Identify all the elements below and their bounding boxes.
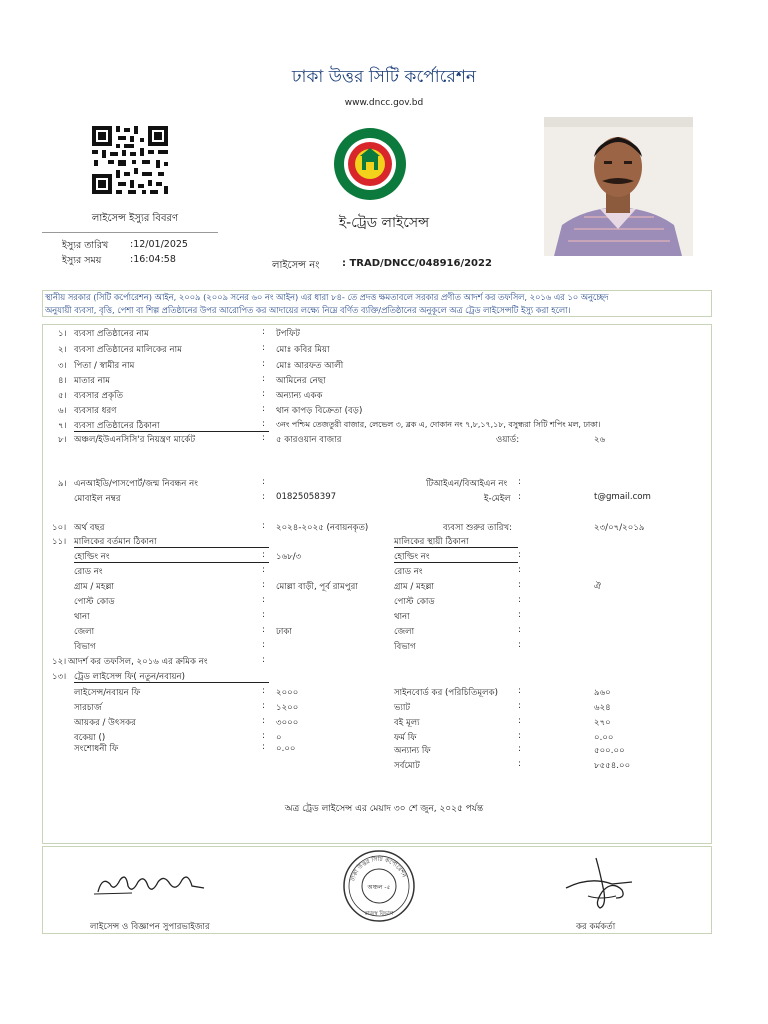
issue-details-heading: লাইসেন্স ইস্যুর বিবরণ	[91, 213, 179, 224]
district-label: জেলা	[394, 627, 415, 637]
license-title: ই-ট্রেড লাইসেন্স	[338, 215, 430, 231]
row-number: ১৩।	[52, 672, 67, 682]
validity-statement: অত্র ট্রেড লাইসেন্স এর মেয়াদ ৩০ শে জুন, ২০২৫ পর্যন্ত	[284, 804, 484, 814]
legal-notice-line-1: স্থানীয় সরকার (সিটি কর্পোরেশন) আইন, ২০০৯ (২০০৯ সনের ৬০ নং আইন) এর ধারা ৮৪- তে প্রদত্ত ক্ষমতাবলে সরকার প্রণীত আদর্শ কর তফসিল, ২০১৬ এর ১০ অনুচ্ছেদ	[45, 292, 609, 302]
fiscal-year-value: ২০২৪-২০২৫ (নবায়নকৃত)	[276, 523, 369, 533]
row-number: ৫।	[58, 391, 67, 401]
business-name-label: ব্যবসা প্রতিষ্ঠানের নাম	[74, 329, 149, 339]
signboard-tax-value: ৯৬০	[594, 688, 611, 698]
colon: :	[262, 655, 265, 665]
division-label: বিভাগ	[74, 642, 96, 652]
tax-officer-title: কর কর্মকর্তা	[576, 922, 616, 932]
colon: :	[262, 716, 265, 726]
holding-label: হোল্ডিং নং	[74, 552, 110, 562]
row-number: ১১।	[52, 537, 67, 547]
business-name-value: টপফিট	[276, 329, 300, 339]
colon: :	[262, 701, 265, 711]
total-value: ৮৫৫৪.০০	[594, 761, 631, 771]
official-seal-icon	[340, 848, 418, 924]
road-label: রোড নং	[74, 567, 103, 577]
row-number: ৮।	[58, 435, 67, 445]
holding-label: হোল্ডিং নং	[394, 552, 430, 562]
tax-officer-signature-icon	[560, 852, 640, 912]
issue-time-label: ইস্যুর সময়	[62, 255, 102, 266]
fiscal-year-label: অর্থ বছর	[74, 523, 105, 533]
surcharge-label: সারচার্জ	[74, 703, 102, 713]
colon: :	[518, 759, 521, 769]
village-value: মোল্লা বাড়ী, পূর্ব রামপুরা	[276, 582, 358, 592]
dncc-logo-icon	[332, 126, 408, 202]
road-label: রোড নং	[394, 567, 423, 577]
village-label: গ্রাম / মহল্লা	[74, 582, 114, 592]
email-value: t@gmail.com	[594, 492, 651, 502]
colon: :	[262, 389, 265, 399]
thana-label: থানা	[394, 612, 410, 622]
colon: :	[262, 580, 265, 590]
nid-label: এনআইডি/পাসপোর্ট/জন্ম নিবন্ধন নং	[74, 479, 198, 489]
current-address-heading: মালিকের বর্তমান ঠিকানা	[74, 537, 157, 547]
tax-schedule-label: আদর্শ কর তফসিল, ২০১৬ এর ক্রমিক নং	[68, 657, 208, 667]
business-type-value: থান কাপড় বিক্রেতা (বড়)	[276, 406, 363, 416]
email-label: ই-মেইল	[484, 494, 511, 504]
business-nature-value: অন্যান্য একক	[276, 391, 323, 401]
total-label: সর্বমোট	[394, 761, 420, 771]
book-price-label: বই মূল্য	[394, 718, 420, 728]
mobile-label: মোবাইল নম্বর	[74, 494, 121, 504]
seal-zone-text: অঞ্চল -৫	[367, 884, 391, 891]
legal-notice	[42, 290, 712, 317]
row-number: ২।	[58, 345, 67, 355]
row-number: ৩।	[58, 361, 67, 371]
book-price-value: ২৭০	[594, 718, 611, 728]
colon: :	[518, 492, 521, 502]
colon: :	[262, 610, 265, 620]
colon: :	[262, 742, 265, 752]
license-fee-label: লাইসেন্স/নবায়ন ফি	[74, 688, 141, 698]
division-label: বিভাগ	[394, 642, 416, 652]
signboard-tax-label: সাইনবোর্ড কর (পরিচিতিমূলক)	[394, 688, 498, 698]
legal-notice-line-2: অনুযায়ী ব্যবসা, বৃত্তি, পেশা বা শিল্প প্রতিষ্ঠানের উপর আরোপিত কর আদায়ের লক্ষ্যে নিম্নে বর্ণিত ব্যক্তি/প্রতিষ্ঠানের অনুকূলে অত্র ট্রেড লাইসেন্সটি ইস্যু করা হলো।	[45, 305, 571, 315]
colon: :	[518, 550, 521, 560]
start-date-value: ২৩/০৭/২০১৯	[594, 523, 645, 533]
issue-date-label: ইস্যুর তারিখ	[62, 240, 109, 251]
qr-code-icon	[90, 124, 170, 196]
row-number: ১২।	[52, 657, 67, 667]
owner-photo	[544, 117, 693, 256]
colon: :	[518, 580, 521, 590]
row-number: ৬।	[58, 406, 67, 416]
postcode-label: পোস্ট কোড	[394, 597, 435, 607]
postcode-label: পোস্ট কোড	[74, 597, 115, 607]
row-number: ৪।	[58, 376, 67, 386]
mother-name-value: আমিনের নেছা	[276, 376, 326, 386]
underline	[74, 682, 269, 683]
colon: :	[262, 550, 265, 560]
business-address-value: ৩নং পশ্চিম তেজতুরী বাজার, লেভেল ৩, ব্লক এ, দোকান নং ৭,৮,১৭,১৮, বসুন্ধরা সিটি শপিং মল, ঢাকা।	[276, 420, 601, 429]
colon: :	[262, 419, 265, 429]
ward-label: ওয়ার্ড:	[496, 435, 520, 445]
colon: :	[262, 343, 265, 353]
colon: :	[262, 404, 265, 414]
district-value: ঢাকা	[276, 627, 292, 637]
issue-time-value: :16:04:58	[130, 254, 176, 265]
colon: :	[262, 625, 265, 635]
other-fee-value: ৫০০.০০	[594, 746, 625, 756]
colon: :	[262, 359, 265, 369]
colon: :	[518, 595, 521, 605]
start-date-label: ব্যবসা শুরুর তারিখ:	[443, 523, 513, 533]
colon: :	[518, 565, 521, 575]
colon: :	[262, 686, 265, 696]
colon: :	[262, 327, 265, 337]
license-number-value: : TRAD/DNCC/048916/2022	[342, 258, 492, 269]
row-number: ৯।	[58, 479, 67, 489]
tin-label: টিআইএন/বিআইএন নং	[426, 479, 508, 489]
seal-outer-text: ঢাকা উত্তর সিটি কর্পোরেশন	[349, 855, 408, 882]
underline	[74, 562, 269, 563]
holding-value: ১৬৮/৩	[276, 552, 302, 562]
colon: :	[518, 686, 521, 696]
colon: :	[518, 640, 521, 650]
form-fee-value: ০.০০	[594, 733, 614, 743]
colon: :	[262, 477, 265, 487]
colon: :	[262, 374, 265, 384]
colon: :	[518, 744, 521, 754]
business-address-label: ব্যবসা প্রতিষ্ঠানের ঠিকানা	[74, 421, 160, 431]
amendment-fee-value: ০.০০	[276, 744, 296, 754]
form-fee-label: ফর্ম ফি	[394, 733, 417, 743]
underline	[74, 547, 269, 548]
issue-date-value: :12/01/2025	[130, 239, 188, 250]
underline	[74, 431, 269, 432]
surcharge-value: ১২০০	[276, 703, 299, 713]
arrears-value: ০	[276, 733, 282, 743]
amendment-fee-label: সংশোধনী ফি	[74, 744, 119, 754]
colon: :	[518, 716, 521, 726]
market-value: ৫ কারওয়ান বাজার	[276, 435, 342, 445]
colon: :	[518, 731, 521, 741]
colon: :	[262, 521, 265, 531]
corporation-name: ঢাকা উত্তর সিটি কর্পোরেশন	[291, 67, 477, 87]
vat-label: ভ্যাট	[394, 703, 411, 713]
license-number-label: লাইসেন্স নং	[272, 260, 320, 271]
colon: :	[262, 640, 265, 650]
row-number: ৭।	[58, 421, 67, 431]
supervisor-title: লাইসেন্স ও বিজ্ঞাপন সুপারভাইজার	[90, 922, 210, 932]
colon: :	[262, 731, 265, 741]
mother-name-label: মাতার নাম	[74, 376, 111, 386]
underline	[394, 562, 518, 563]
owner-name-label: ব্যবসা প্রতিষ্ঠানের মালিকের নাম	[74, 345, 182, 355]
village-value: ঐ	[594, 582, 601, 592]
row-number: ১০।	[52, 523, 67, 533]
colon: :	[262, 492, 265, 502]
owner-name-value: মোঃ কবির মিয়া	[276, 345, 330, 355]
village-label: গ্রাম / মহল্লা	[394, 582, 434, 592]
website-url[interactable]: www.dncc.gov.bd	[344, 98, 424, 108]
business-type-label: ব্যবসার ধরণ	[74, 406, 117, 416]
income-tax-label: আয়কর / উৎসকর	[74, 718, 136, 728]
mobile-value: 01825058397	[276, 492, 337, 502]
permanent-address-heading: মালিকের স্থায়ী ঠিকানা	[394, 537, 469, 547]
colon: :	[518, 625, 521, 635]
vat-value: ৬২৪	[594, 703, 611, 713]
colon: :	[518, 701, 521, 711]
seal-bottom-text: রাজস্ব বিভাগ	[364, 911, 394, 917]
income-tax-value: ৩০০০	[276, 718, 299, 728]
underline	[394, 547, 518, 548]
arrears-label: বকেয়া ()	[74, 733, 106, 743]
license-fee-value: ২০০০	[276, 688, 299, 698]
colon: :	[262, 565, 265, 575]
supervisor-signature-icon	[92, 866, 212, 902]
district-label: জেলা	[74, 627, 95, 637]
thana-label: থানা	[74, 612, 90, 622]
market-label: অঞ্চল/ইউএনসিসি'র নিয়ন্ত্রণ মার্কেট	[74, 435, 196, 445]
fees-heading: ট্রেড লাইসেন্স ফি( নতুন/নবায়ন)	[74, 672, 186, 682]
business-nature-label: ব্যবসার প্রকৃতি	[74, 391, 124, 401]
colon: :	[518, 610, 521, 620]
father-name-value: মোঃ আরফত আলী	[276, 361, 344, 371]
colon: :	[262, 433, 265, 443]
other-fee-label: অন্যান্য ফি	[394, 746, 431, 756]
row-number: ১।	[58, 329, 67, 339]
father-name-label: পিতা / স্বামীর নাম	[74, 361, 135, 371]
colon: :	[262, 595, 265, 605]
colon: :	[518, 477, 521, 487]
ward-value: ২৬	[594, 435, 606, 445]
